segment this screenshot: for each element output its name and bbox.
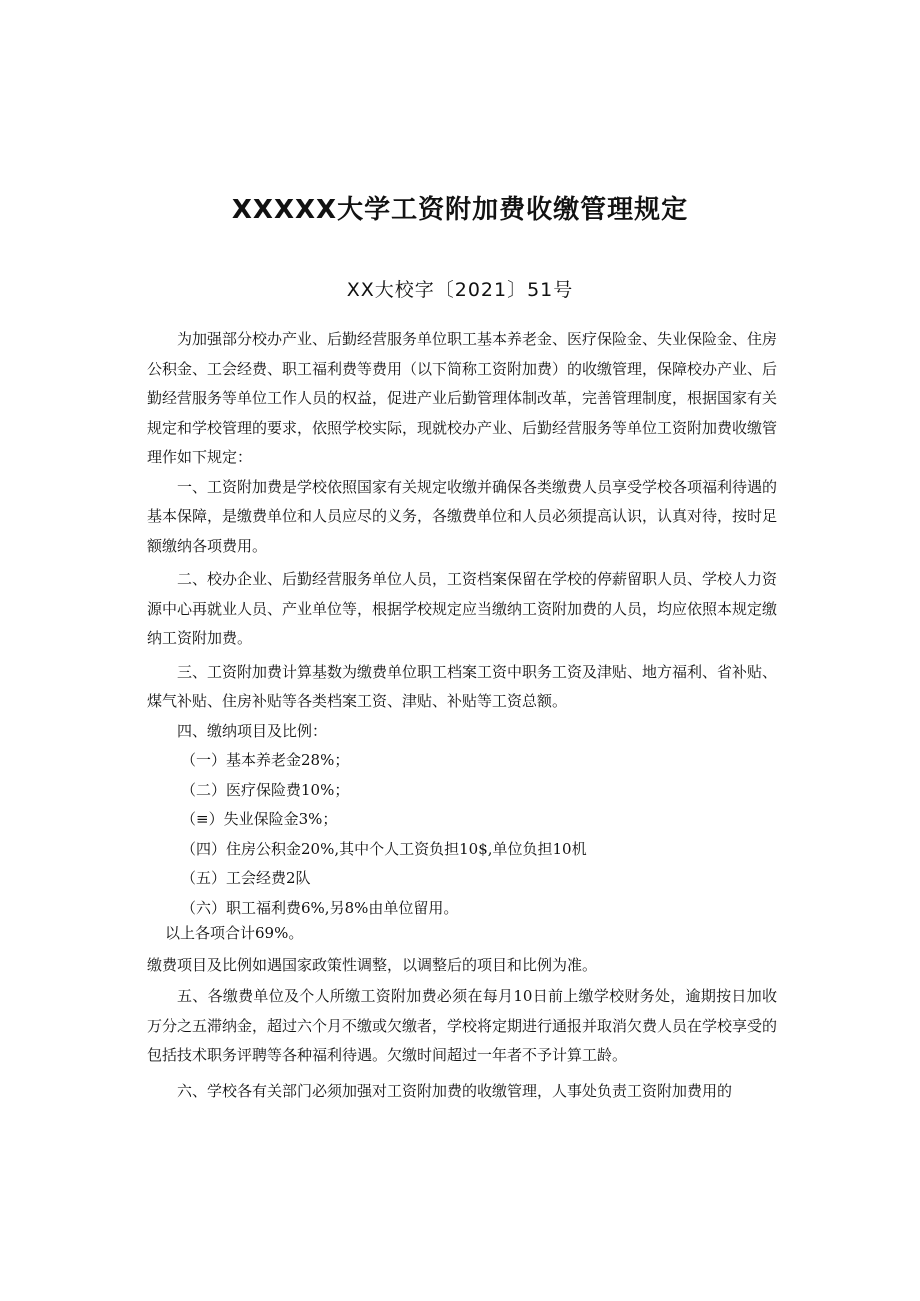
list-item: （一）基本养老金28%； (181, 751, 350, 769)
intro-paragraph: 为加强部分校办产业、后勤经营服务单位职工基本养老金、医疗保险金、失业保险金、住房公积金、工会经费、职工福利费等费用（以下简称工资附加费）的收缴管理，保障校办产业、后勤经营服务等单位工作人员的权益，促进产业后勤管理体制改革，完善管理制度，根据国家有关规定和学校管理的要求，依照学校实际，现就校办产业、后勤经营服务等单位工资附加费收缴管理作如下规定： (147, 330, 778, 466)
document-title: XXXXX大学工资附加费收缴管理规定 (231, 195, 689, 225)
list-item: （六）职工福利费6%,另8%由单位留用。 (181, 898, 459, 917)
article-6: 六、学校各有关部门必须加强对工资附加费的收缴管理，人事处负责工资附加费用的 (177, 1081, 733, 1100)
article-2: 二、校办企业、后勤经营服务单位人员，工资档案保留在学校的停薪留职人员、学校人力资源中心再就业人员、产业单位等，根据学校规定应当缴纳工资附加费的人员，均应依照本规定缴纳工资附加费。 (147, 570, 778, 647)
article-3: 三、工资附加费计算基数为缴费单位职工档案工资中职务工资及津贴、地方福利、省补贴、煤气补贴、住房补贴等各类档案工资、津贴、补贴等工资总额。 (147, 662, 778, 710)
article-1: 一、工资附加费是学校依照国家有关规定收缴并确保各类缴费人员享受学校各项福利待遇的基本保障，是缴费单位和人员应尽的义务，各缴费单位和人员必须提高认识，认真对待，按时足额缴纳各项费用。 (147, 477, 778, 555)
list-item: （≡）失业保险金3%； (181, 810, 338, 828)
article-5: 五、各缴费单位及个人所缴工资附加费必须在每月10日前上缴学校财务处，逾期按日加收万分之五滞纳金，超过六个月不缴或欠缴者，学校将定期进行通报并取消欠费人员在学校享受的包括技术职务评聘等各种福利待遇。欠缴时间超过一年者不予计算工龄。 (147, 987, 778, 1064)
adjust-note: 缴费项目及比例如遇国家政策性调整，以调整后的项目和比例为准。 (147, 955, 598, 974)
article-4: 四、缴纳项目及比例： (177, 721, 328, 740)
list-item: （四）住房公积金20%,其中个人工资负担10$,单位负担10机 (181, 839, 587, 858)
document-number: XX大校字〔2021〕51号 (346, 279, 574, 301)
document-body (147, 325, 777, 1106)
list-item: （五）工会经费2队 (181, 869, 311, 887)
total-line: 以上各项合计69%。 (165, 924, 304, 942)
list-item: （二）医疗保险费10%； (181, 780, 350, 799)
